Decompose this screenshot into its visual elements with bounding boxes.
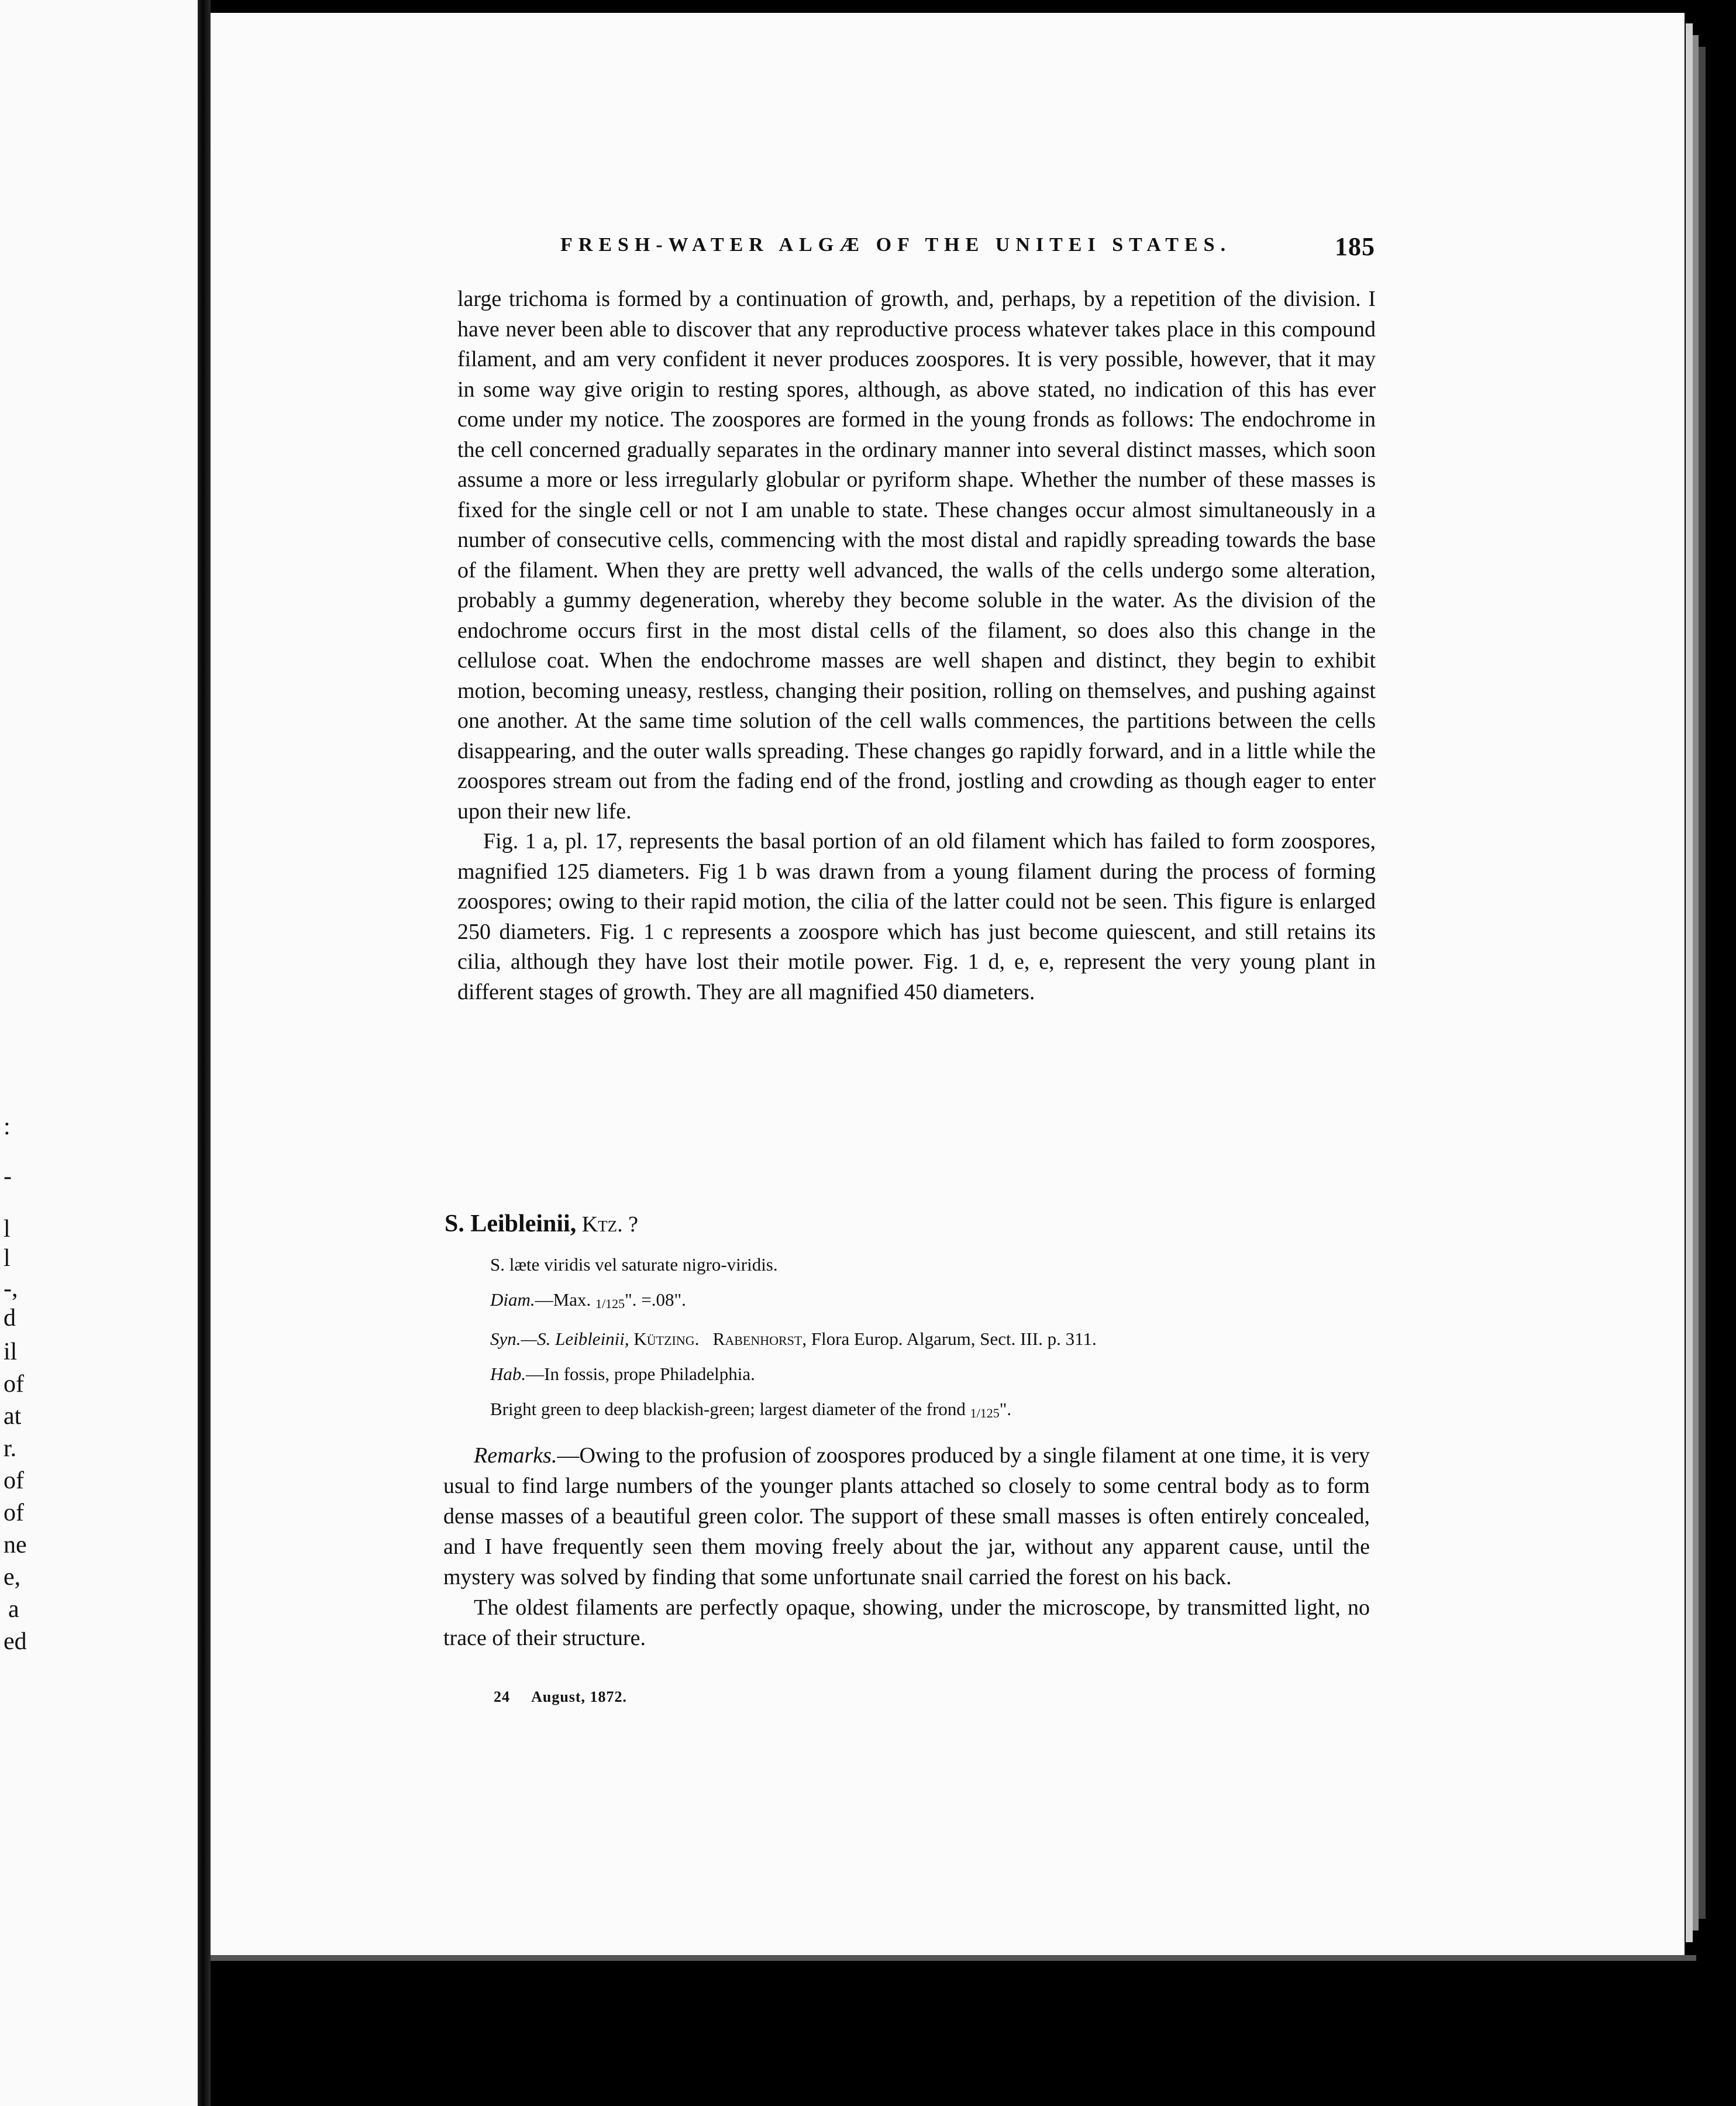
habitat-line <box>490 1357 1368 1392</box>
left-fragment: a <box>8 1596 19 1623</box>
species-heading <box>445 1210 1380 1238</box>
paragraph-zoospore-formation: large trichoma is formed by a continuation of growth, and, perhaps, by a repetition of the division. I have never been able to discover that any reproductive process whatever takes place in this compound filament, and am very confident it never produces zoospores. It is very possible, however, that it may in some way give origin to resting spores, although, as above stated, no indication of this has ever come under my notice. The zoospores are formed in the young fronds as follows: The endochrome in the cell concerned gradually separates in the ordinary manner into several distinct masses, which soon assume a more or less irregularly globular or pyriform shape. Whether the number of these masses is fixed for the single cell or not I am unable to state. These changes occur almost simultaneously in a number of consecutive cells, commencing with the most distal and rapidly spreading towards the base of the filament. When they are pretty well advanced, the walls of the cells undergo some alteration, probably a gummy degeneration, whereby they become soluble in the water. As the division of the endochrome occurs first in the most distal cells of the filament, so does also this change in the cellulose coat. When the endochrome masses are well shapen and distinct, they begin to exhibit motion, becoming uneasy, restless, changing their position, rolling on themselves, and pushing against one another. At the same time solution of the cell walls commences, the partitions between the cells disappearing, and the outer walls spreading. These changes go rapidly forward, and in a little while the zoospores stream out from the fading end of the frond, jostling and crowding as though eager to enter upon their new life. <box>457 287 1376 824</box>
hab-text: —In fossis, prope Philadelphia. <box>526 1364 755 1384</box>
synonym-line <box>490 1322 1368 1357</box>
running-title: FRESH-WATER ALGÆ OF THE UNITEI STATES. <box>560 234 1232 256</box>
signature-number: 24 <box>494 1688 510 1705</box>
species-description: S. læte viridis vel saturate nigro-viridis. <box>490 1254 778 1275</box>
syn-reference: Flora Europ. Algarum, Sect. III. p. 311. <box>811 1329 1097 1349</box>
bright-text: Bright green to deep blackish-green; largest diameter of the frond <box>490 1399 966 1419</box>
remarks-section <box>443 1440 1370 1653</box>
left-fragment: l <box>4 1245 11 1272</box>
diam-fraction: 1/125 <box>595 1296 625 1311</box>
signature-date: August, 1872. <box>531 1688 628 1705</box>
hab-label: Hab. <box>490 1364 526 1384</box>
page-edge <box>1686 23 1693 1942</box>
diam-label: Diam. <box>490 1289 535 1310</box>
bright-fraction: 1/125 <box>970 1406 1000 1420</box>
left-fragment: r. <box>4 1435 17 1462</box>
left-fragment: of <box>4 1499 24 1526</box>
left-fragment: il <box>4 1338 18 1365</box>
page-bottom-edge <box>211 1955 1696 1961</box>
syn-label: Syn. <box>490 1329 521 1349</box>
page-number: 185 <box>1335 232 1375 261</box>
left-fragment: of <box>4 1371 24 1398</box>
remarks-text: —Owing to the profusion of zoospores produced by a single filament at one time, it is very usual to find large numbers of the younger plants attached so closely to some central body as to form dense masses of a beautiful green color. The support of these small masses is often entirely concealed, and I have frequently seen them moving freely about the jar, without any apparent cause, until the mystery was solved by finding that some unfortunate snail carried the forest on his back. <box>443 1443 1370 1589</box>
remarks-label: Remarks. <box>474 1443 557 1468</box>
species-details <box>490 1247 1368 1431</box>
page-edge <box>1699 47 1706 1919</box>
remarks-paragraph <box>443 1440 1370 1592</box>
left-fragment: -, <box>4 1275 18 1302</box>
diam-rest: ". =.08". <box>625 1289 686 1310</box>
left-fragment: l <box>4 1216 11 1243</box>
syn-authority-2: Rabenhorst, <box>712 1329 807 1349</box>
syn-name: —S. Leibleinii, <box>521 1329 629 1349</box>
left-facing-page <box>0 0 205 2106</box>
diameter-line <box>490 1282 1368 1322</box>
body-text <box>457 284 1376 1007</box>
page-edge <box>1693 35 1699 1930</box>
species-name: S. Leibleinii, <box>445 1210 577 1237</box>
diam-text: —Max. <box>535 1289 591 1310</box>
left-fragment: ne <box>4 1532 27 1558</box>
footer-signature <box>494 1688 627 1706</box>
syn-authority: Kützing. <box>633 1329 700 1349</box>
bright-end: ". <box>999 1399 1012 1419</box>
color-line <box>490 1392 1368 1431</box>
left-fragment: d <box>4 1305 16 1331</box>
left-fragment: at <box>4 1403 22 1430</box>
left-fragment: of <box>4 1467 24 1494</box>
left-fragment: e, <box>4 1564 21 1591</box>
paragraph-figure-description: Fig. 1 a, pl. 17, represents the basal portion of an old filament which has failed to form zoospores, magnified 125 diameters. Fig 1 b was drawn from a young filament during the process of forming zoospores; owing to their rapid motion, the cilia of the latter could not be seen. This figure is enlarged 250 diameters. Fig. 1 c represents a zoospore which has just become quiescent, and still retains its cilia, although they have lost their motile power. Fig. 1 d, e, e, represent the very young plant in different stages of growth. They are all magnified 450 diameters. <box>457 829 1376 1004</box>
left-fragment: - <box>4 1163 12 1190</box>
book-spine <box>198 0 211 2106</box>
left-page-text-fragments <box>0 0 35 2106</box>
left-fragment: : <box>4 1113 11 1140</box>
left-fragment: ed <box>4 1628 27 1655</box>
oldest-filaments-paragraph: The oldest filaments are perfectly opaque, showing, under the microscope, by transmitted light, no trace of their structure. <box>443 1595 1370 1650</box>
species-authority: Ktz. ? <box>581 1212 639 1237</box>
